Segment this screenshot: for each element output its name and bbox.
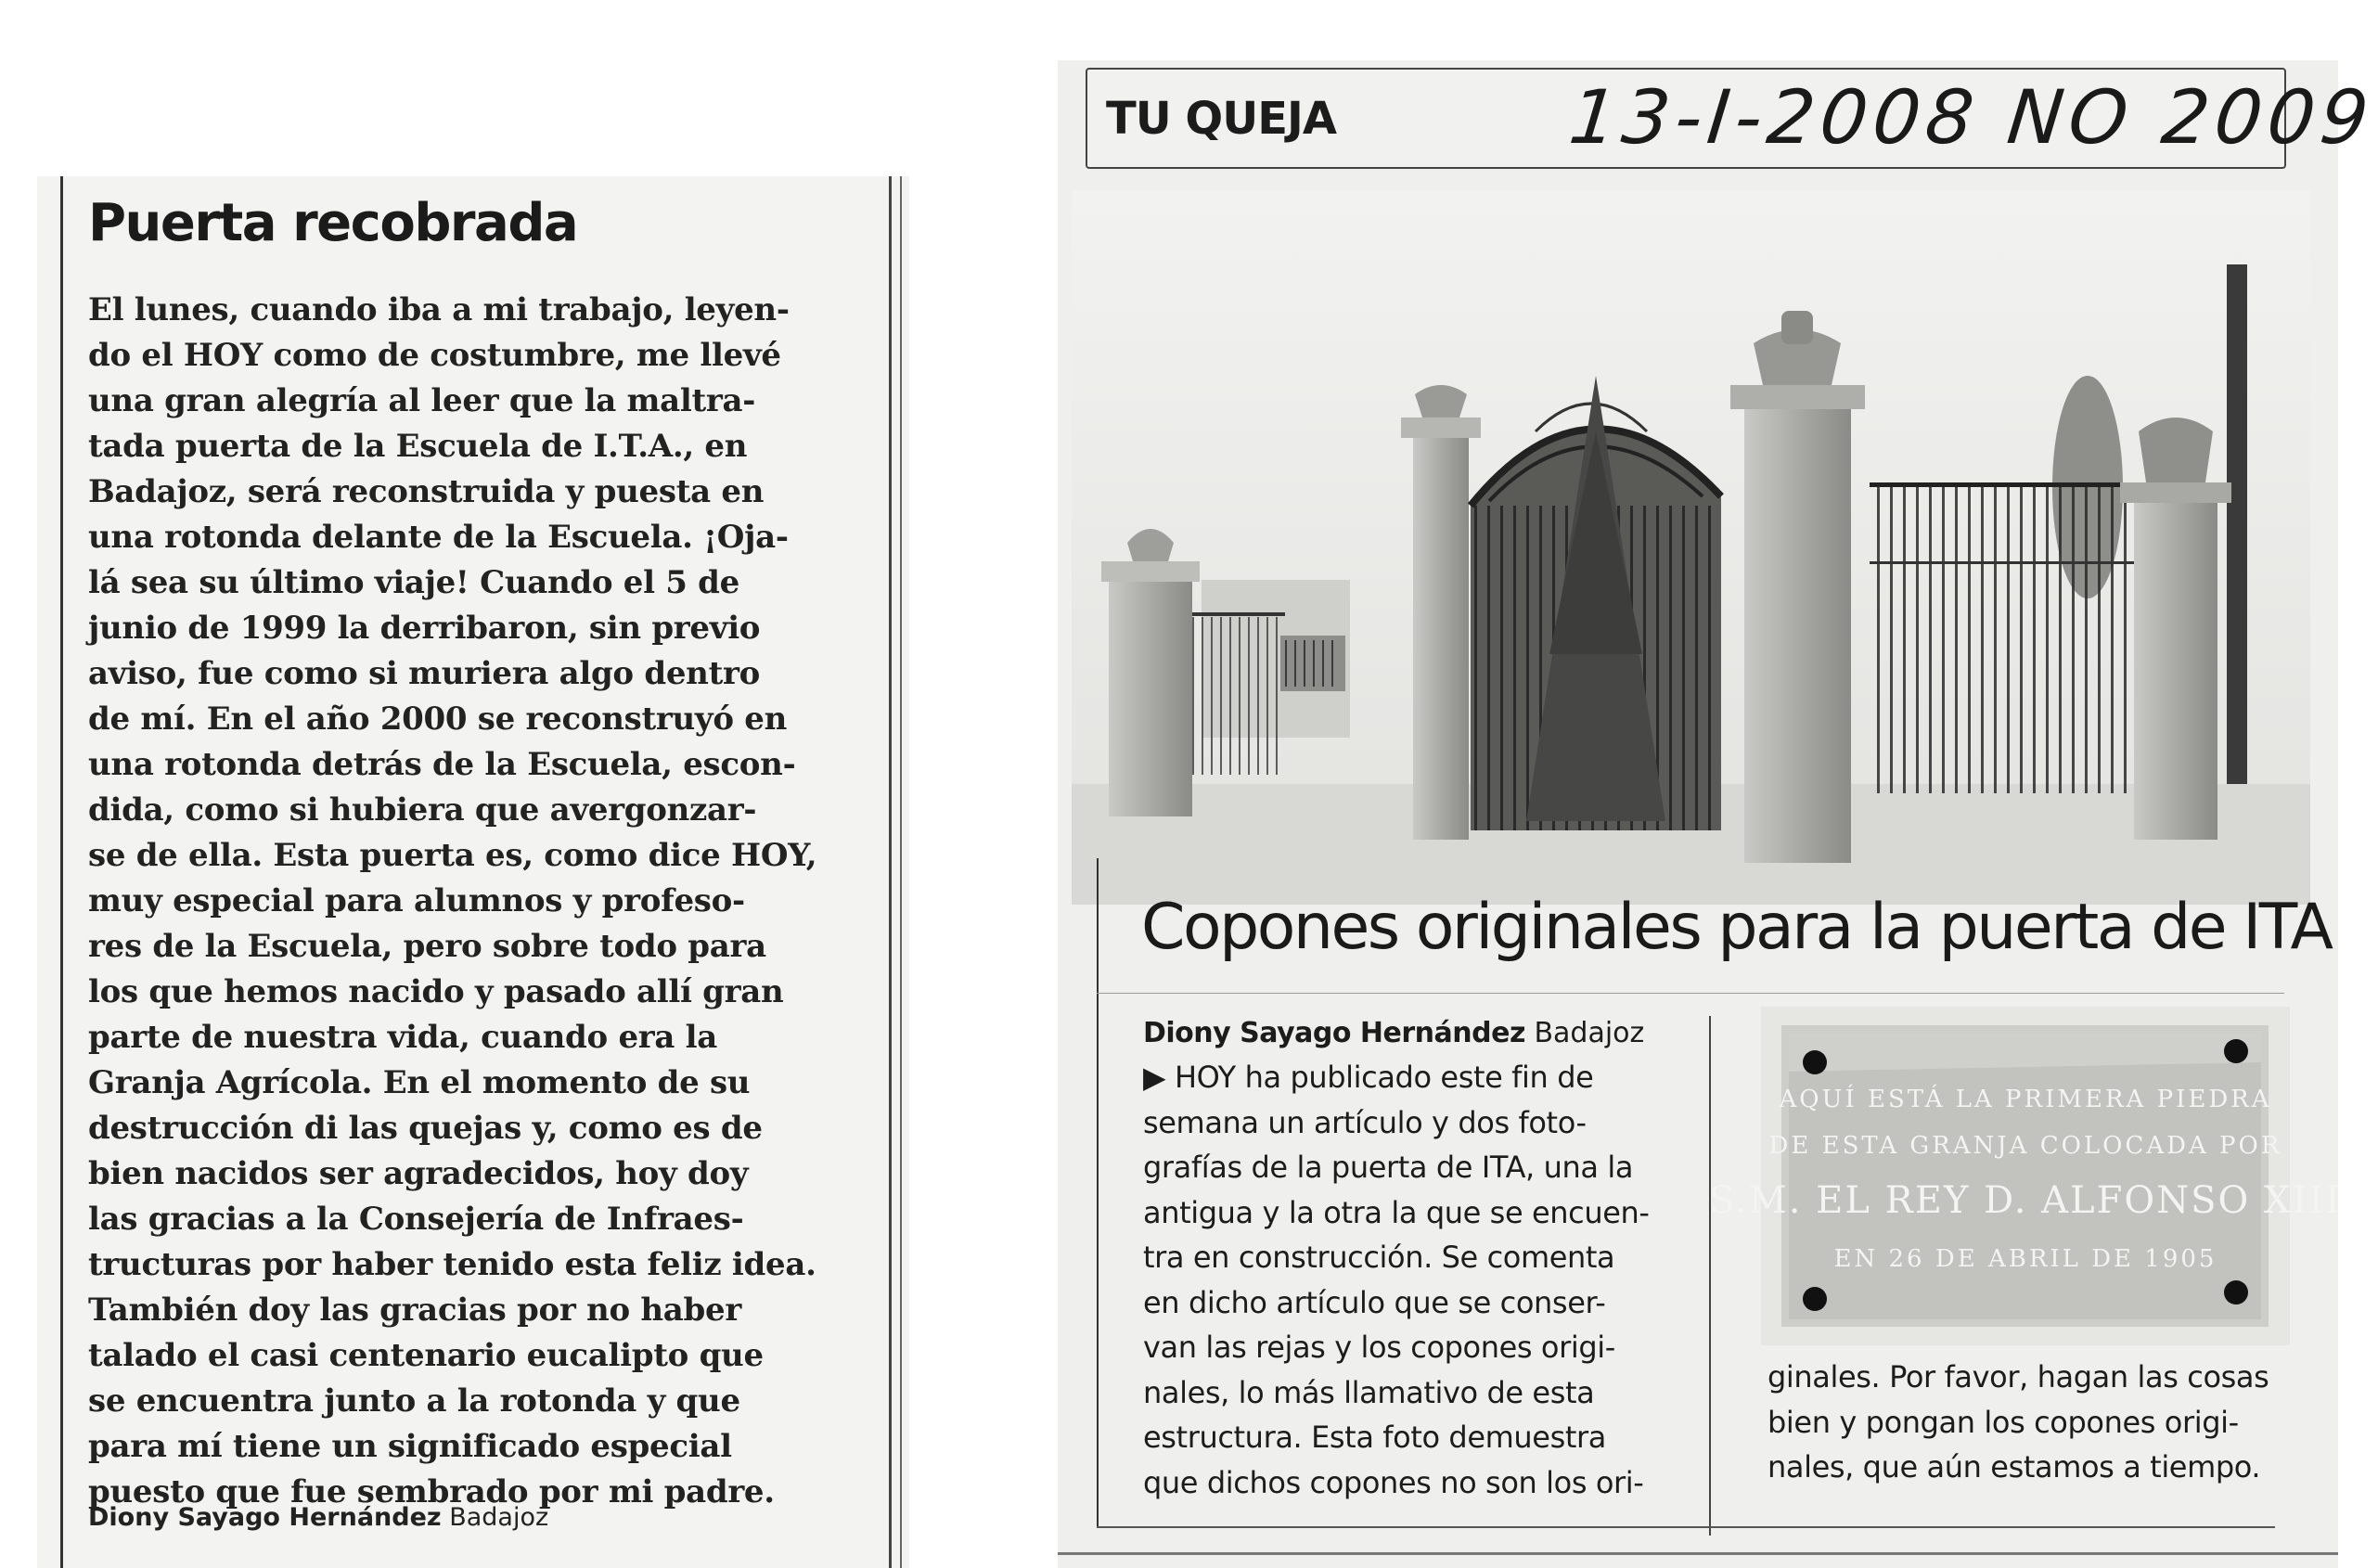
plaque-line: EN 26 DE ABRIL DE 1905	[1833, 1245, 2217, 1273]
body-line: se de ella. Esta puerta es, como dice HOY,	[88, 837, 817, 874]
author-city: Badajoz	[449, 1503, 549, 1532]
divider	[1097, 1526, 2275, 1528]
body-line: en dicho artículo que se conser-	[1143, 1284, 1606, 1320]
body-line: se encuentra junto a la rotonda y que	[88, 1382, 740, 1420]
column-rule	[60, 176, 63, 1568]
divider	[1097, 993, 2284, 994]
article-column-1	[1143, 1011, 1663, 1505]
column-rule	[1709, 1016, 1711, 1536]
stone-plaque-photo	[1709, 1007, 2342, 1345]
body-line: tra en construcción. Se comenta	[1143, 1240, 1615, 1275]
column-rule	[1097, 858, 1099, 1526]
section-label: TU QUEJA	[1106, 93, 1337, 145]
body-line: talado el casi centenario eucalipto que	[88, 1337, 764, 1374]
body-line: una rotonda detrás de la Escuela, escon-	[88, 746, 796, 783]
author-city: Badajoz	[1534, 1017, 1645, 1049]
body-line: El lunes, cuando iba a mi trabajo, leyen-	[88, 291, 790, 328]
letter-title: Puerta recobrada	[88, 193, 578, 253]
body-line: una gran alegría al leer que la maltra-	[88, 382, 756, 419]
body-line: muy especial para alumnos y profeso-	[88, 882, 745, 919]
body-line: de mí. En el año 2000 se reconstruyó en	[88, 700, 788, 738]
body-line: destrucción di las quejas y, como es de	[88, 1110, 763, 1147]
body-line: Badajoz, será reconstruida y puesta en	[88, 473, 765, 510]
body-line: También doy las gracias por no haber	[88, 1292, 741, 1329]
body-line: que dichos copones no son los ori-	[1143, 1464, 1644, 1500]
body-line: grafías de la puerta de ITA, una la	[1143, 1150, 1634, 1185]
letter-signature	[88, 1503, 548, 1532]
plaque-line: AQUÍ ESTÁ LA PRIMERA PIEDRA	[1779, 1086, 2272, 1113]
gate-photo	[1072, 190, 2310, 905]
author-name: Diony Sayago Hernández	[1143, 1017, 1525, 1049]
body-line: nales, lo más llamativo de esta	[1143, 1374, 1595, 1410]
body-line: semana un artículo y dos foto-	[1143, 1104, 1587, 1140]
body-line: van las rejas y los copones origi-	[1143, 1330, 1615, 1365]
author-name: Diony Sayago Hernández	[88, 1503, 442, 1532]
body-line: tada puerta de la Escuela de I.T.A., en	[88, 428, 748, 465]
body-line: ▶ HOY ha publicado este fin de	[1143, 1060, 1594, 1095]
article-column-2	[1767, 1355, 2296, 1490]
right-letter-clipping	[1058, 60, 2378, 1568]
body-line: tructuras por haber tenido esta feliz idea.	[88, 1246, 816, 1283]
letter-body	[88, 288, 817, 1515]
body-line: do el HOY como de costumbre, me llevé	[88, 337, 781, 374]
divider	[1058, 1552, 2338, 1555]
plaque-line: S.M. EL REY D. ALFONSO XIII	[1709, 1179, 2342, 1222]
body-line: una rotonda delante de la Escuela. ¡Oja-	[88, 519, 789, 556]
body-line: nales, que aún estamos a tiempo.	[1767, 1449, 2261, 1484]
body-line: bien y pongan los copones origi-	[1767, 1404, 2239, 1440]
body-line: estructura. Esta foto demuestra	[1143, 1420, 1606, 1455]
body-line: junio de 1999 la derribaron, sin previo	[88, 610, 761, 647]
body-line: dida, como si hubiera que avergonzar-	[88, 791, 757, 829]
plaque-line: DE ESTA GRANJA COLOCADA POR	[1768, 1132, 2282, 1160]
byline	[1143, 1011, 1663, 1055]
body-line: Granja Agrícola. En el momento de su	[88, 1064, 751, 1101]
body-line: aviso, fue como si muriera algo dentro	[88, 655, 760, 692]
body-line: lá sea su último viaje! Cuando el 5 de	[88, 564, 739, 601]
body-line: puesto que fue sembrado por mi padre.	[88, 1473, 775, 1510]
body-line: res de la Escuela, pero sobre todo para	[88, 928, 766, 965]
body-line: bien nacidos ser agradecidos, hoy doy	[88, 1155, 749, 1192]
handwritten-date-note: 13-I-2008 NO 2009	[1565, 74, 2378, 161]
body-line: antigua y la otra la que se encuen-	[1143, 1194, 1650, 1230]
article-title: Copones originales para la puerta de ITA	[1141, 891, 2332, 964]
body-line: ginales. Por favor, hagan las cosas	[1767, 1359, 2269, 1394]
body-line: las gracias a la Consejería de Infraes-	[88, 1201, 744, 1238]
body-line: los que hemos nacido y pasado allí gran	[88, 973, 784, 1010]
left-letter-clipping	[37, 176, 909, 1568]
body-line: parte de nuestra vida, cuando era la	[88, 1019, 717, 1056]
body-line: para mí tiene un significado especial	[88, 1428, 732, 1465]
column-rule	[889, 176, 892, 1568]
column-rule	[900, 176, 902, 1568]
